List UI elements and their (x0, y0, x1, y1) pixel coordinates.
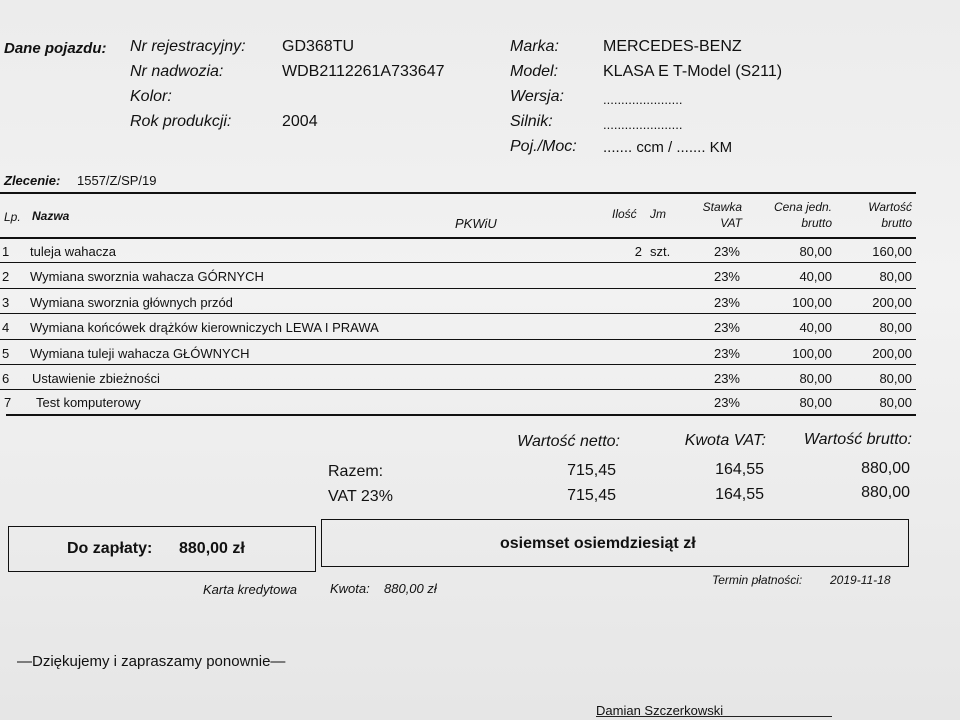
row-value: 160,00 (872, 244, 912, 259)
row-lp: 7 (4, 395, 12, 410)
row-price: 40,00 (799, 269, 832, 284)
model-value: KLASA E T-Model (S211) (603, 63, 783, 80)
header-unit: Jm (650, 207, 666, 221)
payment-term-label: Termin płatności: (712, 573, 803, 587)
signature-name: Damian Szczerkowski (596, 703, 724, 718)
version-label: Wersja: (510, 88, 564, 105)
vin-label: Nr nadwozia: (130, 63, 224, 80)
row-lp: 2 (2, 269, 10, 284)
total-vat: 164,55 (715, 461, 764, 478)
year-value: 2004 (282, 113, 318, 130)
row-value: 200,00 (872, 346, 912, 361)
row-lp: 3 (2, 295, 10, 310)
row-value: 80,00 (879, 395, 912, 410)
header-vat-2: VAT (720, 216, 742, 230)
header-lp: Lp. (4, 210, 21, 224)
row-price: 100,00 (792, 346, 832, 361)
row-value: 80,00 (879, 371, 912, 386)
row-name: Test komputerowy (36, 395, 141, 410)
amount-in-words: osiemset osiemdziesiąt zł (500, 535, 696, 552)
payment-term-value: 2019-11-18 (830, 573, 891, 587)
order-value: 1557/Z/SP/19 (77, 173, 157, 188)
row-value: 80,00 (879, 269, 912, 284)
summary-vat-label: Kwota VAT: (684, 432, 766, 449)
row-price: 40,00 (799, 320, 832, 335)
table-bottom-rule (6, 414, 916, 416)
header-vat-1: Stawka (702, 200, 742, 214)
header-name: Nazwa (32, 209, 70, 223)
header-price-1: Cena jedn. (773, 200, 832, 214)
row-name: Wymiana sworznia głównych przód (30, 295, 233, 310)
year-label: Rok produkcji: (130, 113, 232, 130)
row-divider (0, 313, 916, 314)
make-label: Marka: (510, 38, 559, 55)
payment-amount-value: 880,00 zł (384, 581, 437, 596)
power-value: ....... ccm / ....... KM (603, 139, 733, 156)
version-value: ...................... (603, 92, 683, 107)
row-name: Wymiana sworznia wahacza GÓRNYCH (30, 269, 264, 284)
row-vat: 23% (713, 320, 740, 335)
table-row (0, 290, 960, 315)
row-price: 80,00 (799, 395, 832, 410)
row-unit: szt. (650, 244, 671, 259)
model-label: Model: (510, 63, 559, 80)
table-row (0, 239, 960, 264)
table-top-rule (0, 192, 916, 194)
total-net: 715,45 (567, 462, 616, 479)
amount-in-words-box (321, 519, 909, 567)
vin-value: WDB2112261A733647 (282, 63, 445, 80)
engine-label: Silnik: (510, 113, 553, 130)
row-vat: 23% (713, 295, 740, 310)
make-value: MERCEDES-BENZ (603, 38, 742, 55)
row-divider (0, 339, 916, 340)
table-row (0, 390, 960, 415)
row-vat: 23% (713, 371, 740, 386)
row-value: 200,00 (872, 295, 912, 310)
vat23-label: VAT 23% (328, 488, 393, 505)
thanks-note: —Dziękujemy i zapraszamy ponownie— (17, 653, 286, 670)
signature-line (596, 716, 832, 717)
row-price: 100,00 (792, 295, 832, 310)
table-row (0, 341, 960, 366)
engine-value: ...................... (603, 117, 683, 132)
row-vat: 23% (713, 395, 740, 410)
table-row (0, 315, 960, 340)
vat23-net: 715,45 (567, 487, 616, 504)
header-price-2: brutto (801, 216, 832, 230)
summary-gross-label: Wartość brutto: (803, 431, 912, 448)
header-value-2: brutto (881, 216, 912, 230)
table-row (0, 366, 960, 391)
vehicle-section-label: Dane pojazdu: (4, 40, 107, 57)
header-value-1: Wartość (868, 200, 912, 214)
row-lp: 6 (2, 371, 10, 386)
row-value: 80,00 (879, 320, 912, 335)
vat23-vat: 164,55 (715, 486, 764, 503)
amount-due-value: 880,00 zł (179, 540, 245, 557)
order-label: Zlecenie: (4, 173, 61, 188)
header-pkwiu: PKWiU (455, 216, 497, 231)
row-vat: 23% (713, 244, 740, 259)
row-price: 80,00 (799, 244, 832, 259)
row-divider (0, 364, 916, 365)
payment-amount-label: Kwota: (330, 581, 370, 596)
row-vat: 23% (713, 346, 740, 361)
row-lp: 4 (2, 320, 10, 335)
row-name: Ustawienie zbieżności (32, 371, 160, 386)
reg-value: GD368TU (282, 38, 355, 55)
row-vat: 23% (713, 269, 740, 284)
row-lp: 1 (2, 244, 10, 259)
table-row (0, 264, 960, 289)
row-qty: 2 (634, 244, 642, 259)
payment-method: Karta kredytowa (203, 582, 297, 597)
summary-net-label: Wartość netto: (517, 433, 620, 450)
row-price: 80,00 (799, 371, 832, 386)
vat23-gross: 880,00 (861, 484, 910, 501)
header-qty: Ilość (612, 207, 637, 221)
color-label: Kolor: (130, 88, 172, 105)
row-name: Wymiana końcówek drążków kierowniczych LEWA I PRAWA (30, 320, 379, 335)
amount-due-box (8, 526, 316, 572)
row-divider (0, 288, 916, 289)
row-lp: 5 (2, 346, 10, 361)
row-divider (0, 262, 916, 263)
reg-label: Nr rejestracyjny: (130, 38, 246, 55)
power-label: Poj./Moc: (510, 138, 577, 155)
row-name: Wymiana tuleji wahacza GŁÓWNYCH (30, 346, 250, 361)
amount-due-label: Do zapłaty: (67, 540, 153, 557)
row-name: tuleja wahacza (30, 244, 116, 259)
total-gross: 880,00 (861, 460, 910, 477)
total-label: Razem: (328, 463, 384, 480)
